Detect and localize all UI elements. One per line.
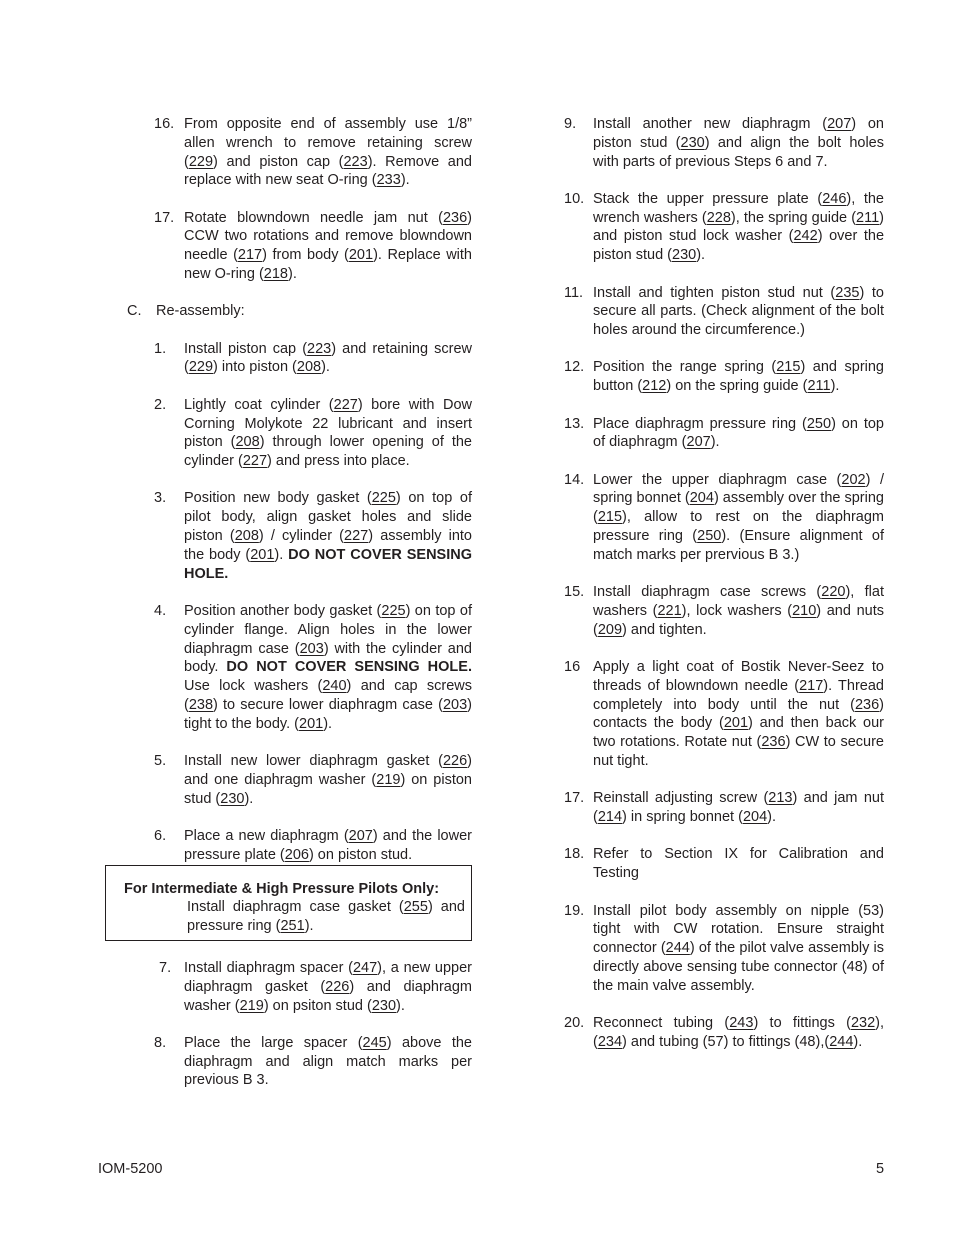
- step-number: 6.: [154, 827, 167, 844]
- step-number: 16.: [154, 116, 175, 132]
- warning-text: DO NOT COVER SENSING HOLE.: [226, 659, 472, 676]
- step-number: 19.: [564, 902, 585, 919]
- part-ref: 236: [761, 734, 786, 751]
- step-18: [560, 845, 884, 883]
- part-ref: 227: [242, 453, 268, 470]
- part-ref: 208: [235, 434, 260, 451]
- part-ref: 227: [344, 528, 369, 545]
- part-ref: 226: [442, 753, 468, 770]
- part-ref: 206: [284, 846, 309, 863]
- step-text: Place the large spacer (245) above the diaphragm and align match marks per previous B 3.: [184, 1034, 472, 1089]
- step-number: 8.: [154, 1034, 167, 1051]
- part-ref: 232: [850, 1014, 876, 1031]
- part-ref: 230: [371, 997, 397, 1014]
- step-text: Stack the upper pressure plate (246), the wrench washers (228), the spring guide (211) and piston stud lock washer (242) over the piston stud (230).: [593, 190, 885, 264]
- step-text: Install new lower diaphragm gasket (226) and one diaphragm washer (219) on piston stud (230).: [184, 753, 472, 807]
- part-ref: 220: [821, 584, 846, 601]
- step-number: 16: [564, 659, 581, 676]
- part-ref: 211: [807, 378, 831, 395]
- section-letter: C.: [127, 303, 142, 320]
- part-ref: 215: [776, 359, 801, 376]
- part-ref: 229: [188, 153, 214, 170]
- step-16-right: [560, 658, 884, 771]
- footer-page-number: 5: [876, 1161, 885, 1177]
- part-ref: 221: [657, 602, 682, 619]
- step-17-right: [560, 789, 884, 827]
- step-17-left: [110, 209, 472, 284]
- part-ref: 207: [827, 116, 852, 132]
- step-16-left: [110, 115, 472, 190]
- note-text: Install diaphragm case gasket (255) and pressure ring (251).: [187, 899, 465, 935]
- part-ref: 233: [376, 172, 401, 189]
- step-text: Refer to Section IX for Calibration and Testing: [593, 846, 884, 882]
- note-title: For Intermediate & High Pressure Pilots Only:: [124, 880, 440, 897]
- footer-doc-id: IOM-5200: [98, 1161, 163, 1177]
- part-ref: 208: [296, 359, 322, 376]
- intermediate-high-pressure-note: [105, 865, 472, 941]
- step-20: [560, 1014, 884, 1052]
- step-text: Install piston cap (223) and retaining screw (229) into piston (208).: [184, 340, 472, 376]
- step-number: 13.: [564, 415, 585, 432]
- step-text: Place a new diaphragm (207) and the lower pressure plate (206) on piston stud.: [184, 827, 472, 863]
- step-number: 5.: [154, 753, 167, 770]
- part-ref: 250: [806, 415, 832, 432]
- warning-text: DO NOT COVER SENSING HOLE.: [184, 546, 472, 582]
- step-7: [110, 959, 472, 1015]
- step-number: 7.: [159, 960, 172, 976]
- part-ref: 217: [237, 247, 263, 264]
- part-ref: 228: [706, 209, 731, 226]
- part-ref: 213: [768, 790, 793, 807]
- part-ref: 229: [188, 359, 214, 376]
- part-ref: 225: [371, 490, 396, 507]
- part-ref: 243: [729, 1014, 754, 1031]
- step-number: 17.: [154, 209, 175, 226]
- part-ref: 247: [352, 960, 378, 976]
- step-text: Apply a light coat of Bostik Never-Seez to threads of blowndown needle (217). Thread completely into body until the nut (236) contacts the body (201) and then back our two rotations. Rotate nut (236) CW to secure nut tight.: [593, 659, 885, 770]
- step-14: [560, 471, 884, 565]
- part-ref: 204: [689, 490, 714, 507]
- step-text: Reinstall adjusting screw (213) and jam nut (214) in spring bonnet (204).: [593, 790, 884, 826]
- step-number: 12.: [564, 359, 585, 376]
- part-ref: 230: [220, 790, 245, 807]
- step-text: Install diaphragm spacer (247), a new upper diaphragm gasket (226) and diaphragm washer (219) on psiton stud (230).: [184, 960, 473, 1014]
- step-5: [110, 752, 472, 808]
- part-ref: 219: [376, 771, 401, 788]
- part-ref: 202: [841, 471, 866, 488]
- part-ref: 209: [597, 621, 623, 638]
- step-number: 2.: [154, 396, 167, 413]
- part-ref: 210: [792, 602, 817, 619]
- part-ref: 234: [597, 1033, 623, 1050]
- part-ref: 245: [362, 1034, 387, 1051]
- part-ref: 225: [381, 602, 406, 619]
- step-12: [560, 358, 884, 396]
- step-text: Position new body gasket (225) on top of pilot body, align gasket holes and slide piston (208) / cylinder (227) assembly into the body (201). DO NOT COVER SENSING HOLE.: [184, 490, 473, 582]
- step-text: Lightly coat cylinder (227) bore with Dow Corning Molykote 22 lubricant and insert piston (208) through lower opening of the cylinder (227) and press into place.: [184, 396, 473, 470]
- step-text: Position another body gasket (225) on top of cylinder flange. Align holes in the lower diaphragm case (203) with the cylinder and body. DO NOT COVER SENSING HOLE. Use lock washers (240) and cap screws (238) to secure lower diaphragm case (203) tight to the body. (201).: [184, 602, 473, 732]
- section-title: Re-assembly:: [156, 303, 245, 320]
- step-text: From opposite end of assembly use 1/8” allen wrench to remove retaining screw (229) and piston cap (223). Remove and replace with new seat O-ring (233).: [184, 116, 472, 189]
- step-13: [560, 415, 884, 453]
- part-ref: 208: [234, 528, 259, 545]
- part-ref: 230: [680, 134, 705, 151]
- part-ref: 212: [642, 378, 667, 395]
- step-number: 9.: [564, 116, 577, 132]
- step-text: Install and tighten piston stud nut (235) to secure all parts. (Check alignment of the bolt holes around the circumference.): [593, 284, 884, 339]
- part-ref: 250: [697, 528, 722, 545]
- step-number: 4.: [154, 602, 167, 619]
- part-ref: 203: [299, 640, 324, 657]
- step-number: 11.: [564, 284, 584, 301]
- part-ref: 201: [250, 546, 275, 563]
- part-ref: 255: [403, 899, 428, 916]
- part-ref: 207: [348, 827, 373, 844]
- part-ref: 244: [665, 940, 690, 957]
- step-6: [110, 827, 472, 865]
- step-text: Rotate blowndown needle jam nut (236) CCW two rotations and remove blowndown needle (217) from body (201). Replace with new O-ring (218).: [184, 209, 472, 283]
- part-ref: 219: [239, 997, 264, 1014]
- part-ref: 244: [829, 1033, 854, 1050]
- step-3: [110, 489, 472, 583]
- step-10: [560, 190, 884, 265]
- section-heading-reassembly: [110, 302, 472, 321]
- part-ref: 236: [442, 209, 468, 226]
- step-2: [110, 396, 472, 471]
- part-ref: 223: [343, 153, 368, 170]
- part-ref: 201: [348, 247, 374, 264]
- step-11: [560, 284, 884, 340]
- step-text: Lower the upper diaphragm case (202) / spring bonnet (204) assembly over the spring (215), allow to rest on the diaphragm pressure ring (250). (Ensure alignment of match marks per prervious B 3.): [593, 471, 884, 563]
- part-ref: 207: [686, 434, 711, 451]
- right-column: [560, 115, 884, 1070]
- step-number: 20.: [564, 1014, 585, 1031]
- step-4: [110, 602, 472, 734]
- part-ref: 211: [856, 209, 880, 226]
- part-ref: 223: [307, 340, 332, 357]
- step-number: 1.: [154, 340, 167, 357]
- step-number: 10.: [564, 190, 585, 207]
- part-ref: 230: [672, 247, 697, 264]
- part-ref: 215: [597, 509, 623, 526]
- step-19: [560, 902, 884, 996]
- step-text: Place diaphragm pressure ring (250) on top of diaphragm (207).: [593, 415, 884, 451]
- step-number: 3.: [154, 490, 167, 507]
- step-1: [110, 340, 472, 378]
- step-text: Install pilot body assembly on nipple (53) tight with CW rotation. Ensure straight connector (244) of the pilot valve assembly is directly above sensing tube connector (48) of the main valve assembly.: [593, 902, 884, 994]
- part-ref: 236: [854, 696, 880, 713]
- part-ref: 242: [793, 228, 818, 245]
- part-ref: 201: [299, 715, 324, 732]
- part-ref: 204: [742, 809, 768, 826]
- part-ref: 214: [597, 809, 623, 826]
- left-column: [110, 115, 472, 1109]
- part-ref: 218: [263, 266, 288, 283]
- step-9: [560, 115, 884, 171]
- step-text: Install diaphragm case screws (220), flat washers (221), lock washers (210) and nuts (209) and tighten.: [593, 584, 884, 638]
- step-text: Install another new diaphragm (207) on piston stud (230) and align the bolt holes with parts of previous Steps 6 and 7.: [593, 116, 884, 170]
- step-number: 14.: [564, 471, 585, 488]
- step-text: Reconnect tubing (243) to fittings (232), (234) and tubing (57) to fittings (48),(244).: [593, 1014, 885, 1050]
- part-ref: 201: [723, 715, 749, 732]
- step-number: 15.: [564, 584, 585, 601]
- step-number: 17.: [564, 790, 585, 807]
- part-ref: 251: [280, 918, 305, 935]
- step-15: [560, 583, 884, 639]
- part-ref: 217: [799, 677, 824, 694]
- part-ref: 227: [333, 396, 358, 413]
- part-ref: 226: [325, 978, 350, 995]
- part-ref: 240: [322, 678, 347, 695]
- part-ref: 246: [822, 190, 847, 207]
- step-number: 18.: [564, 846, 585, 863]
- step-8: [110, 1034, 472, 1090]
- part-ref: 238: [188, 696, 214, 713]
- part-ref: 235: [835, 284, 860, 301]
- part-ref: 203: [442, 696, 468, 713]
- step-text: Position the range spring (215) and spring button (212) on the spring guide (211).: [593, 359, 884, 395]
